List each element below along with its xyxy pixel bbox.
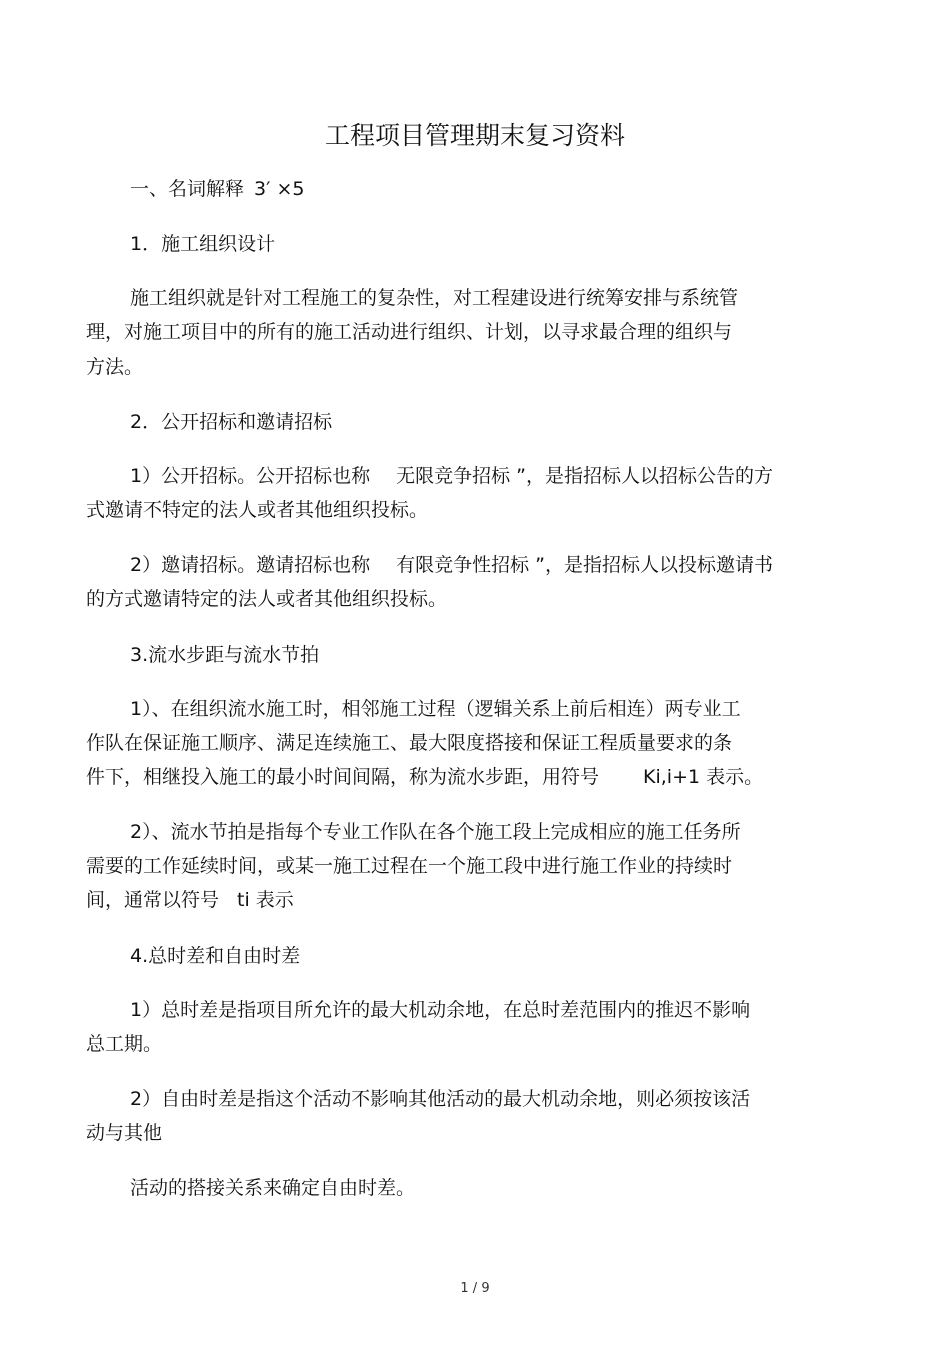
paragraph-line: 动与其他	[86, 1122, 163, 1144]
paragraph-line: 2）、流水节拍是指每个专业工作队在各个施工段上完成相应的施工任务所	[130, 821, 741, 843]
paragraph-line: 需要的工作延续时间，或某一施工过程在一个施工段中进行施工作业的持续时	[86, 855, 733, 877]
paragraph-line: 1）、在组织流水施工时，相邻施工过程（逻辑关系上前后相连）两专业工	[130, 698, 741, 720]
section-score: 3′ ×5	[254, 178, 305, 200]
paragraph-line: 总工期。	[86, 1033, 163, 1055]
section-heading-terms	[130, 175, 304, 203]
page-title: 工程项目管理期末复习资料	[324, 121, 625, 150]
text-span: 件下，相继投入施工的最小时间间隔，称为流水步距，用符号	[86, 766, 600, 788]
paragraph-line	[86, 886, 294, 914]
paragraph-line	[130, 551, 773, 579]
page-indicator: 1 / 9	[460, 1281, 490, 1296]
paragraph-line: 作队在保证施工顺序、满足连续施工、最大限度搭接和保证工程质量要求的条	[86, 732, 733, 754]
paragraph-line: 式邀请不特定的法人或者其他组织投标。	[86, 499, 429, 521]
text-span: 有限竞争性招标 ”，是指招标人以投标邀请书	[396, 554, 773, 576]
term-heading-2: 2．公开招标和邀请招标	[130, 411, 333, 433]
term-heading-4: 4.总时差和自由时差	[130, 945, 301, 967]
paragraph-line: 1）总时差是指项目所允许的最大机动余地，在总时差范围内的推迟不影响	[130, 999, 751, 1021]
term-heading-1: 1．施工组织设计	[130, 233, 276, 255]
text-span: 间，通常以符号	[86, 889, 220, 911]
text-span: 2）邀请招标。邀请招标也称	[130, 554, 371, 576]
section-heading-label: 一、名词解释	[130, 178, 245, 200]
paragraph-line: 施工组织就是针对工程施工的复杂性，对工程建设进行统筹安排与系统管	[130, 287, 739, 309]
term-heading-3: 3.流水步距与流水节拍	[130, 644, 320, 666]
text-span: 无限竞争招标 ”，是指招标人以招标公告的方	[396, 465, 773, 487]
paragraph-line: 理，对施工项目中的所有的施工活动进行组织、计划，以寻求最合理的组织与	[86, 321, 733, 343]
paragraph-line: 2）自由时差是指这个活动不影响其他活动的最大机动余地，则必须按该活	[130, 1088, 751, 1110]
symbol-span: ti 表示	[237, 889, 294, 911]
paragraph-line: 活动的搭接关系来确定自由时差。	[130, 1177, 416, 1199]
paragraph-line	[130, 462, 773, 490]
text-span: 1）公开招标。公开招标也称	[130, 465, 371, 487]
symbol-span: Ki,i+1 表示。	[643, 766, 764, 788]
paragraph-line	[86, 763, 763, 791]
paragraph-line: 方法。	[86, 356, 144, 378]
paragraph-line: 的方式邀请特定的法人或者其他组织投标。	[86, 588, 448, 610]
